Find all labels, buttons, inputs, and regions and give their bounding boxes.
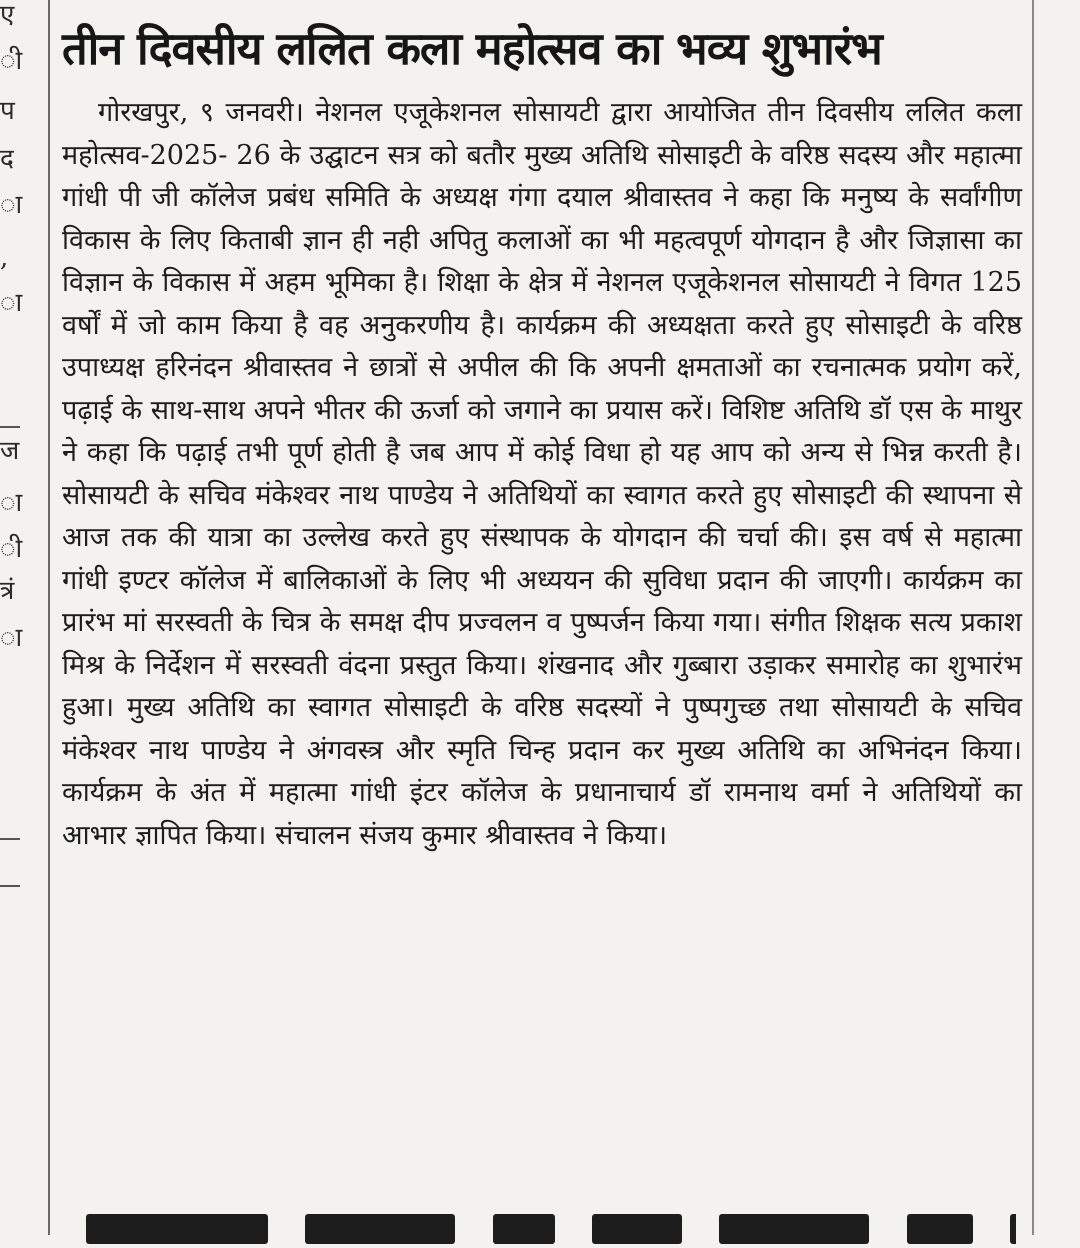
cropped-word: [86, 1214, 268, 1244]
box-border: [0, 838, 20, 840]
next-article-headline-cropped: [86, 1208, 1016, 1248]
fragment-char: ा: [0, 623, 23, 653]
news-article: [62, 12, 1022, 857]
column-rule: [1032, 0, 1034, 1235]
fragment-char: ी: [0, 534, 23, 564]
fragment-char: ए: [0, 0, 15, 30]
fragment-char: प: [0, 96, 15, 126]
article-headline: तीन दिवसीय ललित कला महोत्सव का भव्य शुभारंभ: [62, 22, 882, 75]
cropped-word: [907, 1214, 973, 1244]
cropped-word: [1010, 1214, 1016, 1244]
cropped-word: [719, 1214, 869, 1244]
fragment-char: ा: [0, 288, 23, 318]
article-body: गोरखपुर, ९ जनवरी। नेशनल एजूकेशनल सोसायटी द्वारा आयोजित तीन दिवसीय ललित कला महोत्सव-2025- 26 के उद्घाटन सत्र को बतौर मुख्य अतिथि सोसाइटी के वरिष्ठ सदस्य और महात्मा गांधी पी जी कॉलेज प्रबंध समिति के अध्यक्ष गंगा दयाल श्रीवास्तव ने कहा कि मनुष्य के सर्वांगीण विकास के लिए किताबी ज्ञान ही नही अपितु कलाओं का भी महत्वपूर्ण योगदान है और जिज्ञासा का विज्ञान के विकास में अहम भूमिका है। शिक्षा के क्षेत्र में नेशनल एजूकेशनल सोसायटी ने विगत 125 वर्षों में जो काम किया है वह अनुकरणीय है। कार्यक्रम की अध्यक्षता करते हुए सोसाइटी के वरिष्ठ उपाध्यक्ष हरिनंदन श्रीवास्तव ने छात्रों से अपील की कि अपनी क्षमताओं का रचनात्मक प्रयोग करें, पढ़ाई के साथ-साथ अपने भीतर की ऊर्जा को जगाने का प्रयास करें। विशिष्ट अतिथि डॉ एस के माथुर ने कहा कि पढ़ाई तभी पूर्ण होती है जब आप में कोई विधा हो यह आप को अन्य से भिन्न करती है। सोसायटी के सचिव मंकेश्वर नाथ पाण्डेय ने अतिथियों का स्वागत करते हुए सोसाइटी की स्थापना से आज तक की यात्रा का उल्लेख करते हुए संस्थापक के योगदान की चर्चा की। इस वर्ष से महात्मा गांधी इण्टर कॉलेज में बालिकाओं के लिए भी अध्ययन की सुविधा प्रदान की जाएगी। कार्यक्रम का प्रारंभ मां सरस्वती के चित्र के समक्ष दीप प्रज्वलन व पुष्पर्जन किया गया। संगीत शिक्षक सत्य प्रकाश मिश्र के निर्देशन में सरस्वती वंदना प्रस्तुत किया। शंखनाद और गुब्बारा उड़ाकर समारोह का शुभारंभ हुआ। मुख्य अतिथि का स्वागत सोसाइटी के वरिष्ठ सदस्यों ने पुष्पगुच्छ तथा सोसायटी के सचिव मंकेश्वर नाथ पाण्डेय ने अंगवस्त्र और स्मृति चिन्ह प्रदान कर मुख्य अतिथि का अभिनंदन किया। कार्यक्रम के अंत में महात्मा गांधी इंटर कॉलेज के प्रधानाचार्य डॉ रामनाथ वर्मा ने अतिथियों का आभार ज्ञापित किया। संचालन संजय कुमार श्रीवास्तव ने किया।: [62, 97, 1022, 851]
column-rule: [48, 0, 50, 1235]
fragment-char: ज: [0, 436, 20, 466]
fragment-char: ी: [0, 46, 23, 76]
fragment-char: त्रं: [0, 576, 15, 606]
fragment-char: ,: [0, 243, 9, 273]
fragment-char: ा: [0, 190, 23, 220]
fragment-char: ा: [0, 488, 23, 518]
adjacent-column-fragment: [0, 0, 46, 1235]
box-border: [0, 426, 20, 428]
fragment-char: द: [0, 144, 14, 174]
box-border: [0, 885, 20, 887]
cropped-word: [493, 1214, 555, 1244]
cropped-word: [305, 1214, 455, 1244]
cropped-word: [592, 1214, 682, 1244]
